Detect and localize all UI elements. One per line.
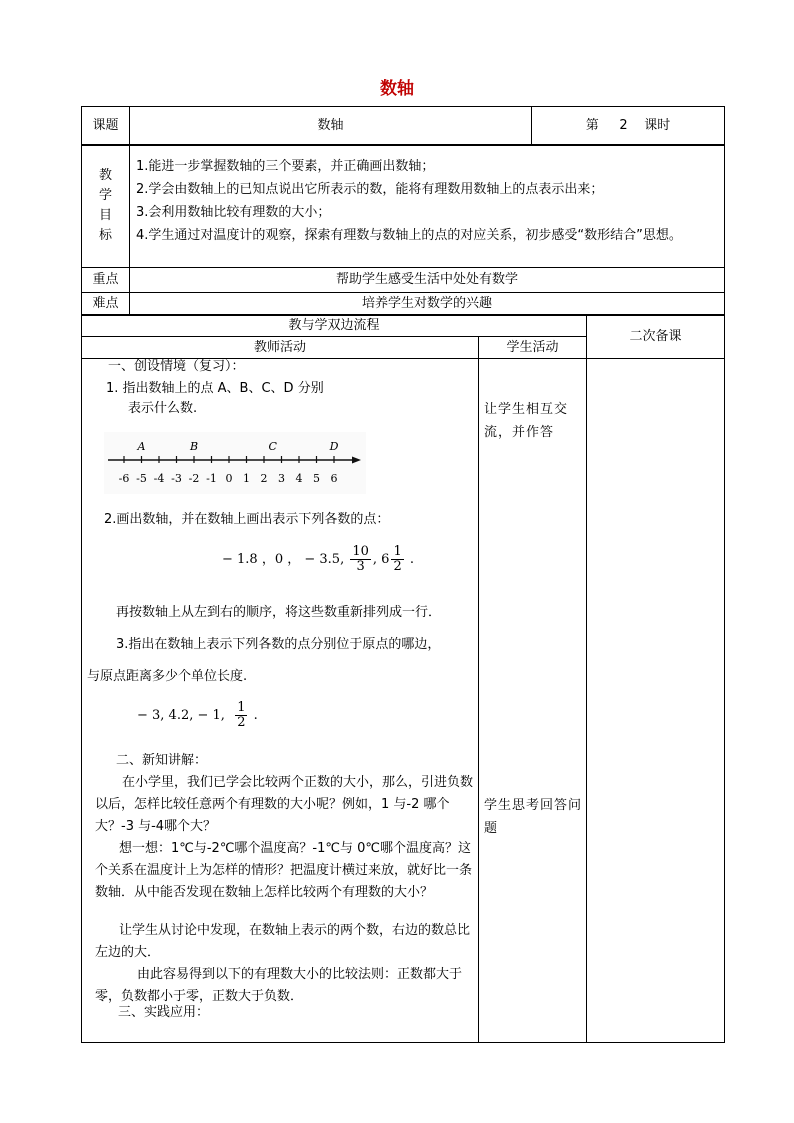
goals-label-char: 学: [98, 188, 112, 203]
number-line-tick-label: -3: [171, 472, 182, 485]
q2-end: .: [409, 552, 414, 567]
paragraph-4: 由此容易得到以下的有理数大小的比较法则：正数都大于零，负数都小于零，正数大于负数．: [95, 967, 463, 1004]
focus-value: 帮助学生感受生活中处处有数学: [130, 268, 725, 293]
q2-mixed-num: 1: [393, 544, 402, 559]
number-line-tick-label: -2: [188, 472, 200, 485]
goals-label-char: 教: [98, 168, 112, 183]
document-title: 数轴: [380, 79, 414, 99]
goals-list: [130, 145, 725, 268]
q3-frac-den: 2: [237, 715, 246, 730]
question3-line2: 与原点距离多少个单位长度.: [87, 669, 248, 684]
number-line-tick-label: -6: [118, 472, 130, 485]
number-line-point-label: C: [268, 440, 277, 453]
period-num: 2: [619, 118, 628, 134]
number-line-tick-label: 2: [260, 472, 268, 485]
second-prep-cell: [587, 359, 725, 1043]
number-line-tick-label: 6: [330, 472, 338, 485]
second-prep-header: 二次备课: [587, 315, 725, 359]
number-line-point-label: B: [189, 440, 199, 453]
q2-mixed-whole: , 6: [372, 552, 390, 567]
q3-fraction: [235, 701, 247, 730]
question2-reorder: 再按数轴上从左到右的顺序，将这些数重新排列成一行．: [116, 605, 442, 620]
question2: 2.画出数轴，并在数轴上画出表示下列各数的点：: [104, 512, 390, 527]
student-activity-cell: [479, 359, 587, 1043]
number-line-tick-label: 0: [225, 472, 233, 485]
question1-line1: 1. 指出数轴上的点 A、B、C、D 分别: [106, 381, 324, 396]
q3-end: .: [253, 708, 258, 723]
question2-numbers: [222, 540, 414, 580]
student-activity-1: 让学生相互交流，并作答: [484, 402, 569, 440]
goal-item: 1.能进一步掌握数轴的三个要素，并正确画出数轴；: [136, 159, 435, 174]
topic-value: 数轴: [130, 107, 532, 146]
section2-heading: 二、新知讲解：: [116, 753, 208, 768]
student-activity-2: 学生思考回答问题: [484, 798, 583, 836]
goals-table: [81, 144, 725, 316]
student-activity-header: 学生活动: [479, 337, 587, 359]
goals-label-char: 目: [98, 208, 112, 223]
number-line-tick-label: 5: [313, 472, 320, 485]
class-period: [532, 107, 725, 146]
focus-label: 重点: [82, 268, 130, 293]
goals-label: [82, 145, 130, 268]
paragraph-2: 想一想：1℃与-2℃哪个温度高？-1℃与 0℃哪个温度高？这个关系在温度计上为怎样的情形？把温度计横过来放，就好比一条数轴．从中能否发现在数轴上怎样比较两个有理数的大小？: [95, 841, 473, 900]
question3-numbers: [137, 696, 258, 736]
goal-item: 4.学生通过对温度计的观察，探索有理数与数轴上的点的对应关系，初步感受“数形结合”思想。: [136, 228, 682, 243]
number-line-figure: [104, 432, 366, 494]
flow-header: 教与学双边流程: [82, 315, 587, 337]
number-line-tick-label: 4: [295, 472, 303, 485]
goal-item: 2.学会由数轴上的已知点说出它所表示的数，能将有理数用数轴上的点表示出来；: [136, 182, 604, 197]
goal-item: 3.会利用数轴比较有理数的大小；: [136, 205, 331, 220]
q2-frac-num: 10: [352, 544, 369, 559]
lesson-info-table: [81, 106, 725, 146]
question1-line2: 表示什么数.: [128, 401, 198, 416]
number-line-tick-label: 1: [243, 472, 250, 485]
paragraph-1: 在小学里，我们已学会比较两个正数的大小，那么，引进负数以后，怎样比较任意两个有理数的大小呢？例如，1 与-2 哪个大？-3 与-4哪个大？: [95, 775, 474, 834]
period-unit: 课时: [644, 118, 671, 134]
period-di: 第: [585, 118, 599, 134]
paragraph-3: 让学生从讨论中发现，在数轴上表示的两个数，右边的数总比左边的大．: [95, 923, 471, 960]
q2-fraction: [350, 545, 371, 574]
difficulty-label: 难点: [82, 293, 130, 316]
number-line-tick-label: 3: [278, 472, 285, 485]
q2-numbers-text: − 1.8 ，0 ， − 3.5,: [222, 552, 345, 567]
q3-numbers-text: − 3, 4.2, − 1,: [137, 708, 225, 723]
question3-line1: 3.指出在数轴上表示下列各数的点分别位于原点的哪边，: [116, 637, 441, 652]
number-line-tick-label: -5: [136, 472, 147, 485]
number-line-tick-label: -4: [153, 472, 165, 485]
q2-frac-den: 3: [356, 559, 365, 574]
goals-label-char: 标: [98, 228, 112, 243]
number-line-point-label: D: [329, 440, 339, 453]
section3-heading: 三、实践应用：: [118, 1005, 210, 1020]
topic-label: 课题: [82, 107, 130, 146]
q3-frac-num: 1: [237, 700, 246, 715]
q2-mixed-den: 2: [393, 559, 402, 574]
q2-mixed-fraction: [391, 545, 403, 574]
difficulty-value: 培养学生对数学的兴趣: [130, 293, 725, 316]
section1-heading: 一、创设情境（复习）：: [108, 359, 245, 374]
teacher-activity-header: 教师活动: [82, 337, 479, 359]
number-line-point-label: A: [137, 440, 146, 453]
number-line-tick-label: -1: [206, 472, 217, 485]
